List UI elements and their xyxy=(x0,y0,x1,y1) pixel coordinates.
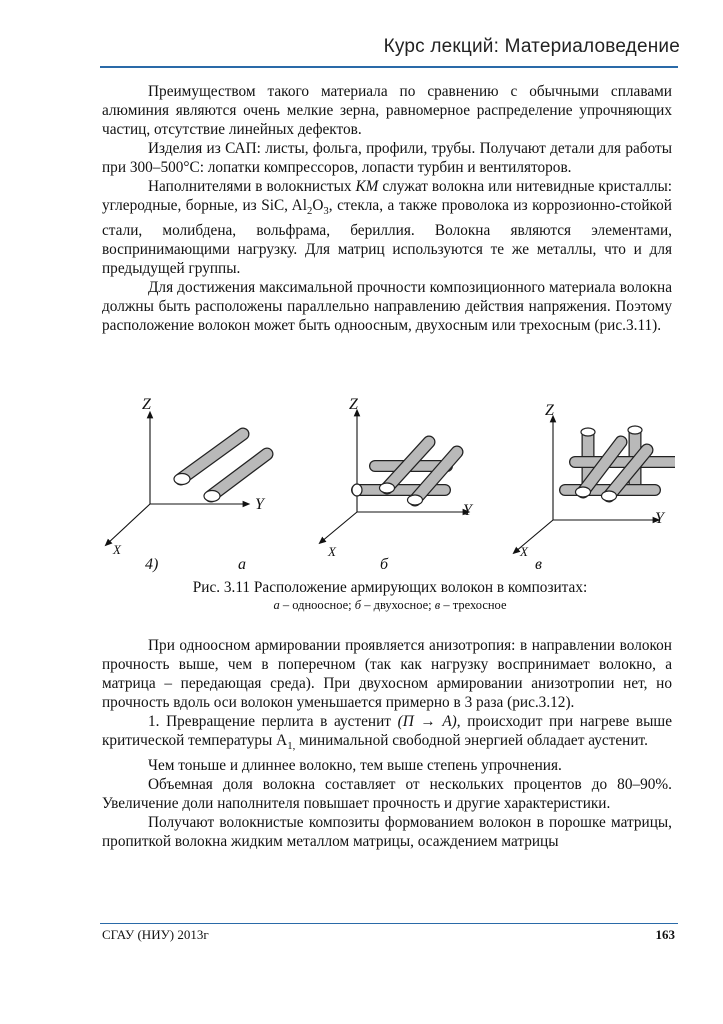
panel-a-x-label: X xyxy=(113,542,121,557)
panel-a-x-axis xyxy=(107,504,150,544)
page-header-title: Курс лекций: Материаловедение xyxy=(383,36,680,57)
figure-caption: Рис. 3.11 Расположение армирующих волокон в композитах: xyxy=(192,579,588,596)
panel-c-caption: в xyxy=(535,556,542,573)
paragraph-production: Получают волокнистые композиты формованием волокон в порошке матрицы, пропиткой волокна жидким металлом матрицы, осаждением матрицы xyxy=(102,814,672,851)
footer-divider xyxy=(100,923,678,924)
panel-a-uniaxial xyxy=(107,414,267,544)
panel-b-biaxial xyxy=(321,412,467,542)
text-block-top xyxy=(102,82,672,335)
panel-b-caption: б xyxy=(380,556,389,573)
paragraph-volume-fraction: Объемная доля волокна составляет от нескольких процентов до 80–90%. Увеличение доли наполнителя повышает прочность и другие характеристики. xyxy=(102,776,672,813)
page-number: 163 xyxy=(655,927,675,942)
panel-b-x-axis xyxy=(321,512,357,542)
panel-a-z-label: Z xyxy=(142,396,151,413)
panel-b-x-label: X xyxy=(328,544,336,559)
paragraph-fillers: Наполнителями в волокнистых КМ служат волокна или нитевидные кристаллы: углеродные, борные, из SiC, $Al_2O_3$, стекла, а также проволока из коррозионно-стойкой стали, молибдена, вольфрама, бериллия. Волокна являются элементами, воспринимающими нагрузку. Для матриц используются те же металлы, что и для предыдущей группы. xyxy=(102,178,673,278)
panel-c-triaxial xyxy=(515,418,675,552)
paragraph-fiber-strength: Чем тоньше и длиннее волокно, тем выше степень упрочнения. xyxy=(148,757,562,775)
paragraph-sap-products: Изделия из САП: листы, фольга, профили, трубы. Получают детали для работы при 300–500°С: лопатки компрессоров, лопасти турбин и вентиляторов. xyxy=(102,140,672,176)
panel-a-caption: а xyxy=(238,556,246,573)
paragraph-pearlite-transformation: 1. Превращение перлита в аустенит (П → А), происходит при нагреве выше критической температуры $А_{1,}$ минимальной свободной энергией обладает аустенит. xyxy=(102,713,672,753)
figure-number-label: 4) xyxy=(145,556,159,573)
figure-fiber-arrangement xyxy=(95,392,675,582)
formula-sic: SiC xyxy=(261,197,285,214)
panel-c-y-label: Y xyxy=(655,510,664,527)
paragraph-anisotropy: При одноосном армировании проявляется анизотропия: в направлении волокон прочность выше, чем в поперечном (так как нагрузку воспринимает волокно, а матрица – передающая среда). При двухосном армировании анизотропии нет, но прочность вдоль оси волокон уменьшается примерно в 3 раза (рис.3.12). xyxy=(102,637,672,711)
term-km: КМ xyxy=(355,178,379,195)
footer-publisher: СГАУ (НИУ) 2013г xyxy=(102,927,209,942)
text-block-bottom xyxy=(102,636,672,851)
panel-b-y-label: Y xyxy=(463,502,472,519)
panel-c-z-label: Z xyxy=(545,402,554,419)
fiber-diagram xyxy=(95,392,675,582)
paragraph-advantages: Преимуществом такого материала по сравнению с обычными сплавами алюминия являются очень мелкие зерна, равномерное распределение упрочняющих частиц, отсутствие линейных дефектов. xyxy=(102,83,672,138)
panel-b-z-label: Z xyxy=(349,396,358,413)
panel-a-y-label: Y xyxy=(255,496,264,513)
figure-subcaption: а – одноосное; б – двухосное; в – трехосное xyxy=(273,598,507,612)
panel-c-x-label: X xyxy=(520,544,528,559)
formula-pearlite-austenite: (П → А) xyxy=(397,713,457,730)
paragraph-fiber-orientation: Для достижения максимальной прочности композиционного материала волокна должны быть расположены параллельно направлению действия напряжения. Поэтому расположение волокон может быть одноосным, двухосным или трехосным (рис.3.11). xyxy=(102,279,672,335)
header-divider xyxy=(100,66,678,68)
